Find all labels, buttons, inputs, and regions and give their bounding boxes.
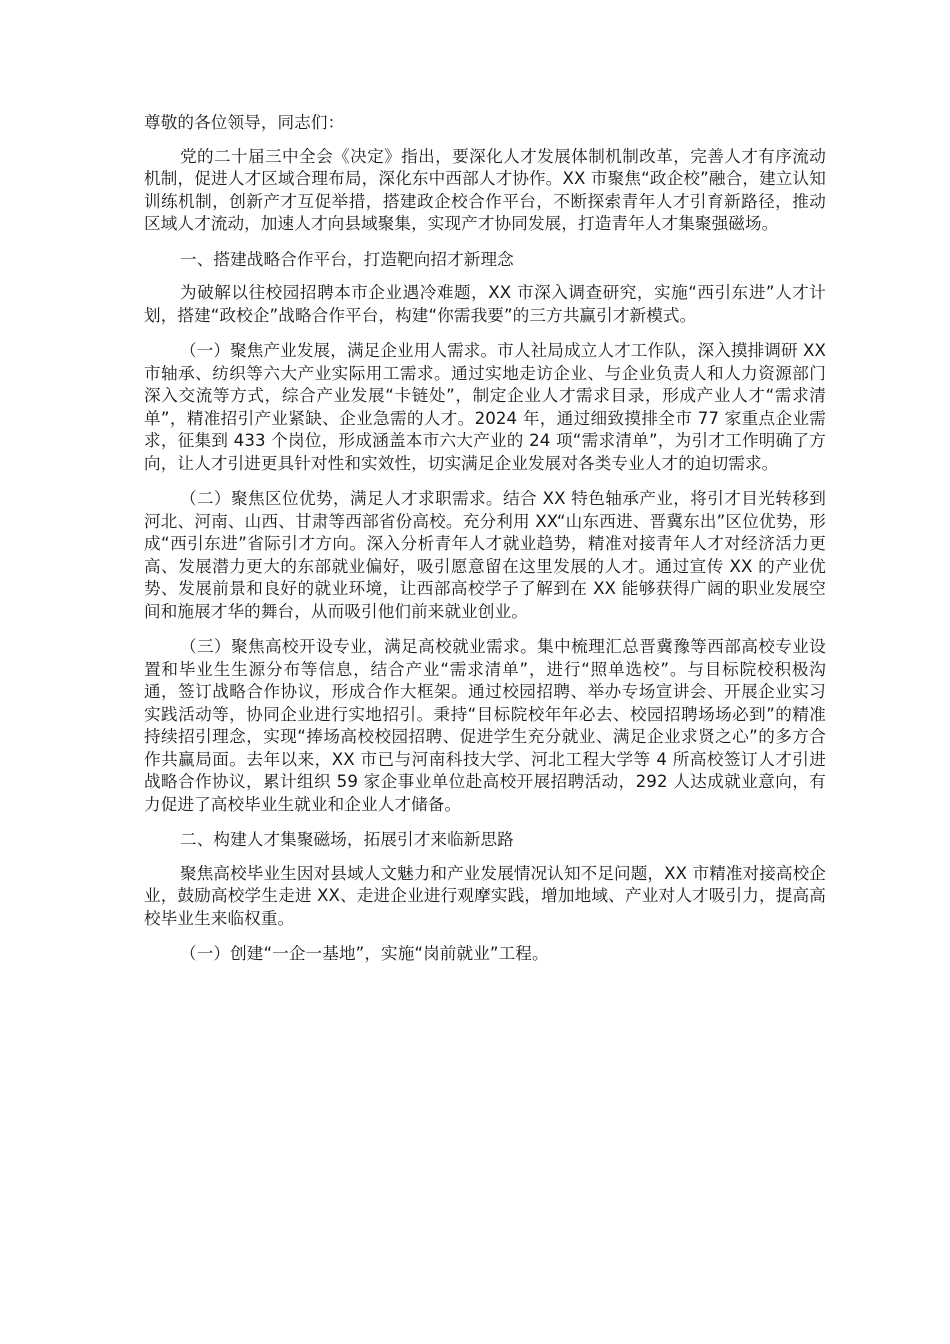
salutation: 尊敬的各位领导，同志们：: [144, 113, 345, 132]
section-2-heading: 二、构建人才集聚磁场，拓展引才来临新思路: [180, 830, 514, 849]
section-1-heading: 一、搭建战略合作平台，打造靶向招才新理念: [180, 249, 514, 269]
document-page: [144, 112, 826, 966]
intro-paragraph: 党的二十届三中全会《决定》指出，要深化人才发展体制机制改革，完善人才有序流动机制，促进人才区域合理布局，深化东中西部人才协作。XX 市聚焦“政企校”融合，建立认知训练机制，创新产才互促举措，搭建政企校合作平台，不断探索青年人才引育新路径，推动区域人才流动，加速人才向县域聚集，实现产才协同发展，打造青年人才集聚强磁场。: [144, 146, 826, 233]
section-1-intro: 为破解以往校园招聘本市企业遇冷难题，XX 市深入调查研究，实施“西引东进”人才计划，搭建“政校企”战略合作平台，构建“你需我要”的三方共赢引才新模式。: [144, 283, 826, 325]
section-2-intro: 聚焦高校毕业生因对县域人文魅力和产业发展情况认知不足问题，XX 市精准对接高校企业，鼓励高校学生走进 XX、走进企业进行观摩实践，增加地域、产业对人才吸引力，提高高校毕业生来临权重。: [144, 863, 826, 928]
section-2-item-1: （一）创建“一企一基地”，实施“岗前就业”工程。: [180, 944, 549, 963]
section-1-item-1: （一）聚焦产业发展，满足企业用人需求。市人社局成立人才工作队，深入摸排调研 XX 市轴承、纺织等六大产业实际用工需求。通过实地走访企业、与企业负责人和人力资源部门深入交流等方式，综合产业发展“卡链处”，制定企业人才需求目录，形成产业人才“需求清单”，精准招引产业紧缺、企业急需的人才。2024 年，通过细致摸排全市 77 家重点企业需求，征集到 433 个岗位，形成涵盖本市六大产业的 24 项“需求清单”，为引才工作明确了方向，让人才引进更具针对性和实效性，切实满足企业发展对各类专业人才的迫切需求。: [144, 341, 826, 473]
section-1-item-2: （二）聚焦区位优势，满足人才求职需求。结合 XX 特色轴承产业，将引才目光转移到河北、河南、山西、甘肃等西部省份高校。充分利用 XX“山东西进、晋冀东出”区位优势，形成“西引东进”省际引才方向。深入分析青年人才就业趋势，精准对接青年人才对经济活力更高、发展潜力更大的东部就业偏好，吸引愿意留在这里发展的人才。通过宣传 XX 的产业优势、发展前景和良好的就业环境，让西部高校学子了解到在 XX 能够获得广阔的职业发展空间和施展才华的舞台，从而吸引他们前来就业创业。: [144, 489, 826, 621]
section-1-item-3: （三）聚焦高校开设专业，满足高校就业需求。集中梳理汇总晋冀豫等西部高校专业设置和毕业生生源分布等信息，结合产业“需求清单”，进行“照单选校”。与目标院校积极沟通，签订战略合作协议，形成合作大框架。通过校园招聘、举办专场宣讲会、开展企业实习实践活动等，协同企业进行实地招引。秉持“目标院校年年必去、校园招聘场场必到”的精准持续招引理念，实现“捧场高校校园招聘、促进学生充分就业、满足企业求贤之心”的多方合作共赢局面。去年以来，XX 市已与河南科技大学、河北工程大学等 4 所高校签订人才引进战略合作协议，累计组织 59 家企事业单位赴高校开展招聘活动，292 人达成就业意向，有力促进了高校毕业生就业和企业人才储备。: [144, 637, 826, 814]
